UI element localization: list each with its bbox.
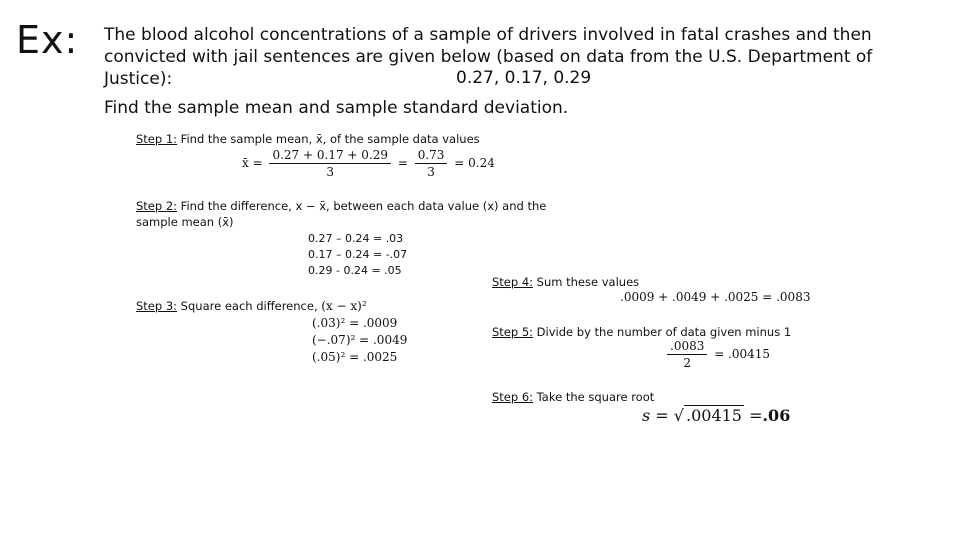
step5-numerator: .0083 (667, 339, 707, 355)
question: Find the sample mean and sample standard deviation. (104, 98, 569, 118)
step5-heading (492, 325, 791, 339)
step4-expression: .0009 + .0049 + .0025 = .0083 (620, 290, 811, 304)
problem-statement: The blood alcohol concentrations of a sample of drivers involved in fatal crashes and then convicted with jail sentences are given below (based on data from the U.S. Department of Justice): (104, 25, 873, 89)
step6-text: Take the square root (533, 390, 655, 404)
step3-label: Step 3: (136, 299, 178, 313)
step4-text: Sum these values (533, 275, 640, 289)
step1-label: Step 1: (136, 132, 178, 146)
step3-line: (.05)² = .0025 (312, 350, 398, 364)
step2-lines (308, 231, 407, 279)
step1-fraction-2 (415, 148, 448, 179)
step6-result: .06 (762, 406, 791, 425)
step1-heading (136, 132, 480, 146)
step2-line: 0.29 - 0.24 = .05 (308, 264, 402, 277)
step4-label: Step 4: (492, 275, 534, 289)
step6-heading (492, 390, 654, 404)
step5-denominator: 2 (683, 356, 691, 370)
step6-equals: = (749, 406, 763, 425)
step1-equals: = (397, 156, 408, 170)
step1-fraction-1 (269, 148, 391, 179)
step2-line: 0.17 – 0.24 = -.07 (308, 248, 408, 261)
step6-equation (642, 406, 790, 425)
step6-label: Step 6: (492, 390, 534, 404)
step3-line: (−.07)² = .0049 (312, 333, 408, 347)
step1-denominator-2: 3 (427, 165, 435, 179)
step3-text: Square each difference, (177, 299, 322, 313)
step2-text: Find the difference, x − x̄, between each data value (x) and the sample mean (x̄) (136, 199, 547, 229)
step2-label: Step 2: (136, 199, 178, 213)
step1-denominator-1: 3 (326, 165, 335, 179)
step1-equation (242, 148, 495, 179)
data-values: 0.27, 0.17, 0.29 (456, 68, 592, 88)
example-label: Ex: (16, 18, 79, 62)
step3-expression: (x − x)² (321, 299, 367, 313)
step2-heading (136, 198, 556, 230)
sqrt-icon: √ (673, 406, 684, 425)
step6-lhs: s = (642, 406, 669, 425)
step6-radicand: .00415 (686, 406, 742, 425)
step5-label: Step 5: (492, 325, 534, 339)
step1-result: = 0.24 (454, 156, 495, 170)
step5-result: = .00415 (714, 347, 771, 361)
step5-equation (664, 339, 770, 370)
step2-line: 0.27 – 0.24 = .03 (308, 232, 404, 245)
step3-heading (136, 299, 367, 313)
step3-line: (.03)² = .0009 (312, 316, 398, 330)
step3-lines (312, 315, 407, 366)
step1-numerator-2: 0.73 (415, 148, 448, 164)
step4-heading (492, 275, 639, 289)
step1-numerator-1: 0.27 + 0.17 + 0.29 (269, 148, 391, 164)
step5-text: Divide by the number of data given minus 1 (533, 325, 792, 339)
step1-lhs: x̄ = (242, 156, 263, 170)
step5-fraction (667, 339, 707, 370)
step1-text: Find the sample mean, x̄, of the sample data values (177, 132, 480, 146)
